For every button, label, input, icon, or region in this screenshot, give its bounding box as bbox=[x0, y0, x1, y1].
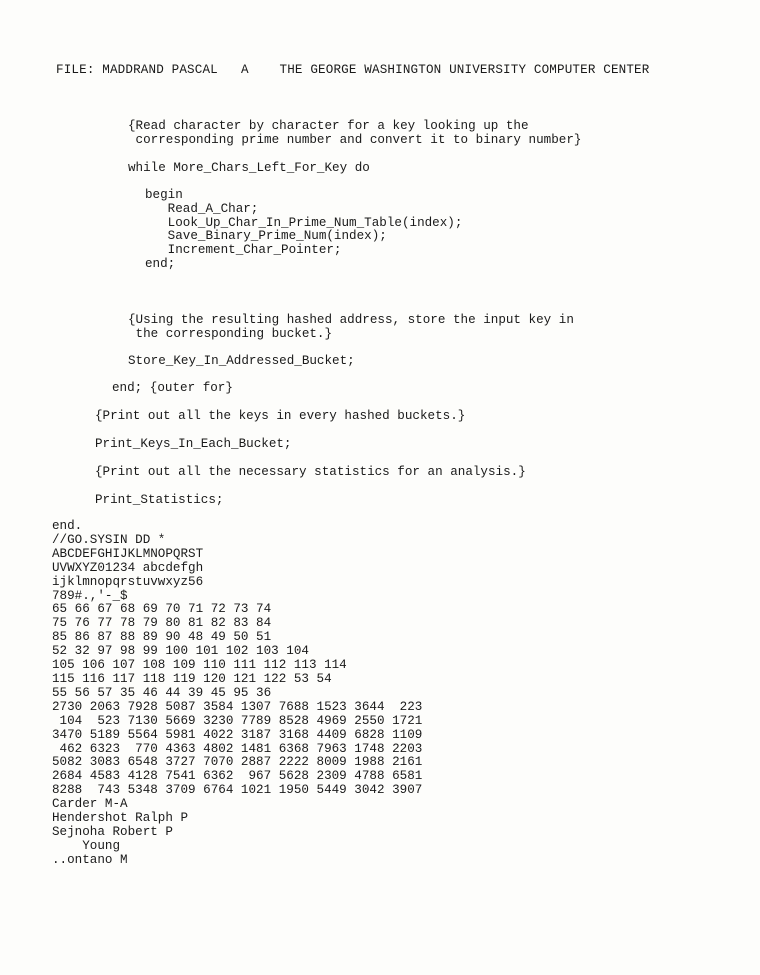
comment-read-char: {Read character by character for a key looking up the corresponding prime number and convert it to binary number} bbox=[128, 119, 582, 147]
data-line: 65 66 67 68 69 70 71 72 73 74 bbox=[52, 602, 272, 617]
data-line: 52 32 97 98 99 100 101 102 103 104 bbox=[52, 644, 309, 659]
data-line: 2684 4583 4128 7541 6362 967 5628 2309 4788 6581 bbox=[52, 769, 423, 784]
outer-for-end: end; {outer for} bbox=[112, 381, 233, 395]
data-line: 105 106 107 108 109 110 111 112 113 114 bbox=[52, 658, 347, 673]
data-line: 3470 5189 5564 5981 4022 3187 3168 4409 6828 1109 bbox=[52, 727, 423, 742]
data-line: 789#.,'-_$ bbox=[52, 588, 128, 603]
data-line: UVWXYZ01234 abcdefgh bbox=[52, 560, 204, 575]
data-listing bbox=[52, 520, 422, 868]
data-line: ..ontano M bbox=[52, 852, 128, 867]
data-line: 85 86 87 88 89 90 48 49 50 51 bbox=[52, 630, 272, 645]
print-keys-statement: Print_Keys_In_Each_Bucket; bbox=[95, 437, 292, 451]
data-line: ijklmnopqrstuvwxyz56 bbox=[52, 574, 204, 589]
data-line: ABCDEFGHIJKLMNOPQRST bbox=[52, 546, 204, 561]
data-line: Carder M-A bbox=[52, 797, 128, 812]
comment-statistics: {Print out all the necessary statistics for an analysis.} bbox=[95, 465, 526, 479]
data-line: //GO.SYSIN DD * bbox=[52, 532, 166, 547]
data-line: 8288 743 5348 3709 6764 1021 1950 5449 3042 3907 bbox=[52, 783, 423, 798]
page-header: FILE: MADDRAND PASCAL A THE GEORGE WASHINGTON UNIVERSITY COMPUTER CENTER bbox=[56, 63, 650, 77]
comment-print-keys: {Print out all the keys in every hashed buckets.} bbox=[95, 409, 466, 423]
data-line: 104 523 7130 5669 3230 7789 8528 4969 2550 1721 bbox=[52, 713, 423, 728]
data-line: 5082 3083 6548 3727 7070 2887 2222 8009 1988 2161 bbox=[52, 755, 423, 770]
data-line: Young bbox=[52, 838, 121, 853]
data-line: 462 6323 770 4363 4802 1481 6368 7963 1748 2203 bbox=[52, 741, 423, 756]
data-line: 75 76 77 78 79 80 81 82 83 84 bbox=[52, 616, 272, 631]
data-line: Hendershot Ralph P bbox=[52, 811, 189, 826]
data-line: Sejnoha Robert P bbox=[52, 824, 173, 839]
print-statistics-statement: Print_Statistics; bbox=[95, 493, 224, 507]
data-line: 2730 2063 7928 5087 3584 1307 7688 1523 3644 223 bbox=[52, 699, 423, 714]
data-line: end. bbox=[52, 519, 83, 533]
data-line: 115 116 117 118 119 120 121 122 53 54 bbox=[52, 671, 332, 686]
comment-hashed-address: {Using the resulting hashed address, store the input key in the corresponding bucket.} bbox=[128, 313, 574, 341]
store-key-statement: Store_Key_In_Addressed_Bucket; bbox=[128, 354, 355, 368]
begin-end-block: begin Read_A_Char; Look_Up_Char_In_Prime_Num_Table(index); Save_Binary_Prime_Num(index); Increment_Char_Pointer; end; bbox=[145, 188, 463, 271]
data-line: 55 56 57 35 46 44 39 45 95 36 bbox=[52, 685, 272, 700]
while-statement: while More_Chars_Left_For_Key do bbox=[128, 161, 370, 175]
